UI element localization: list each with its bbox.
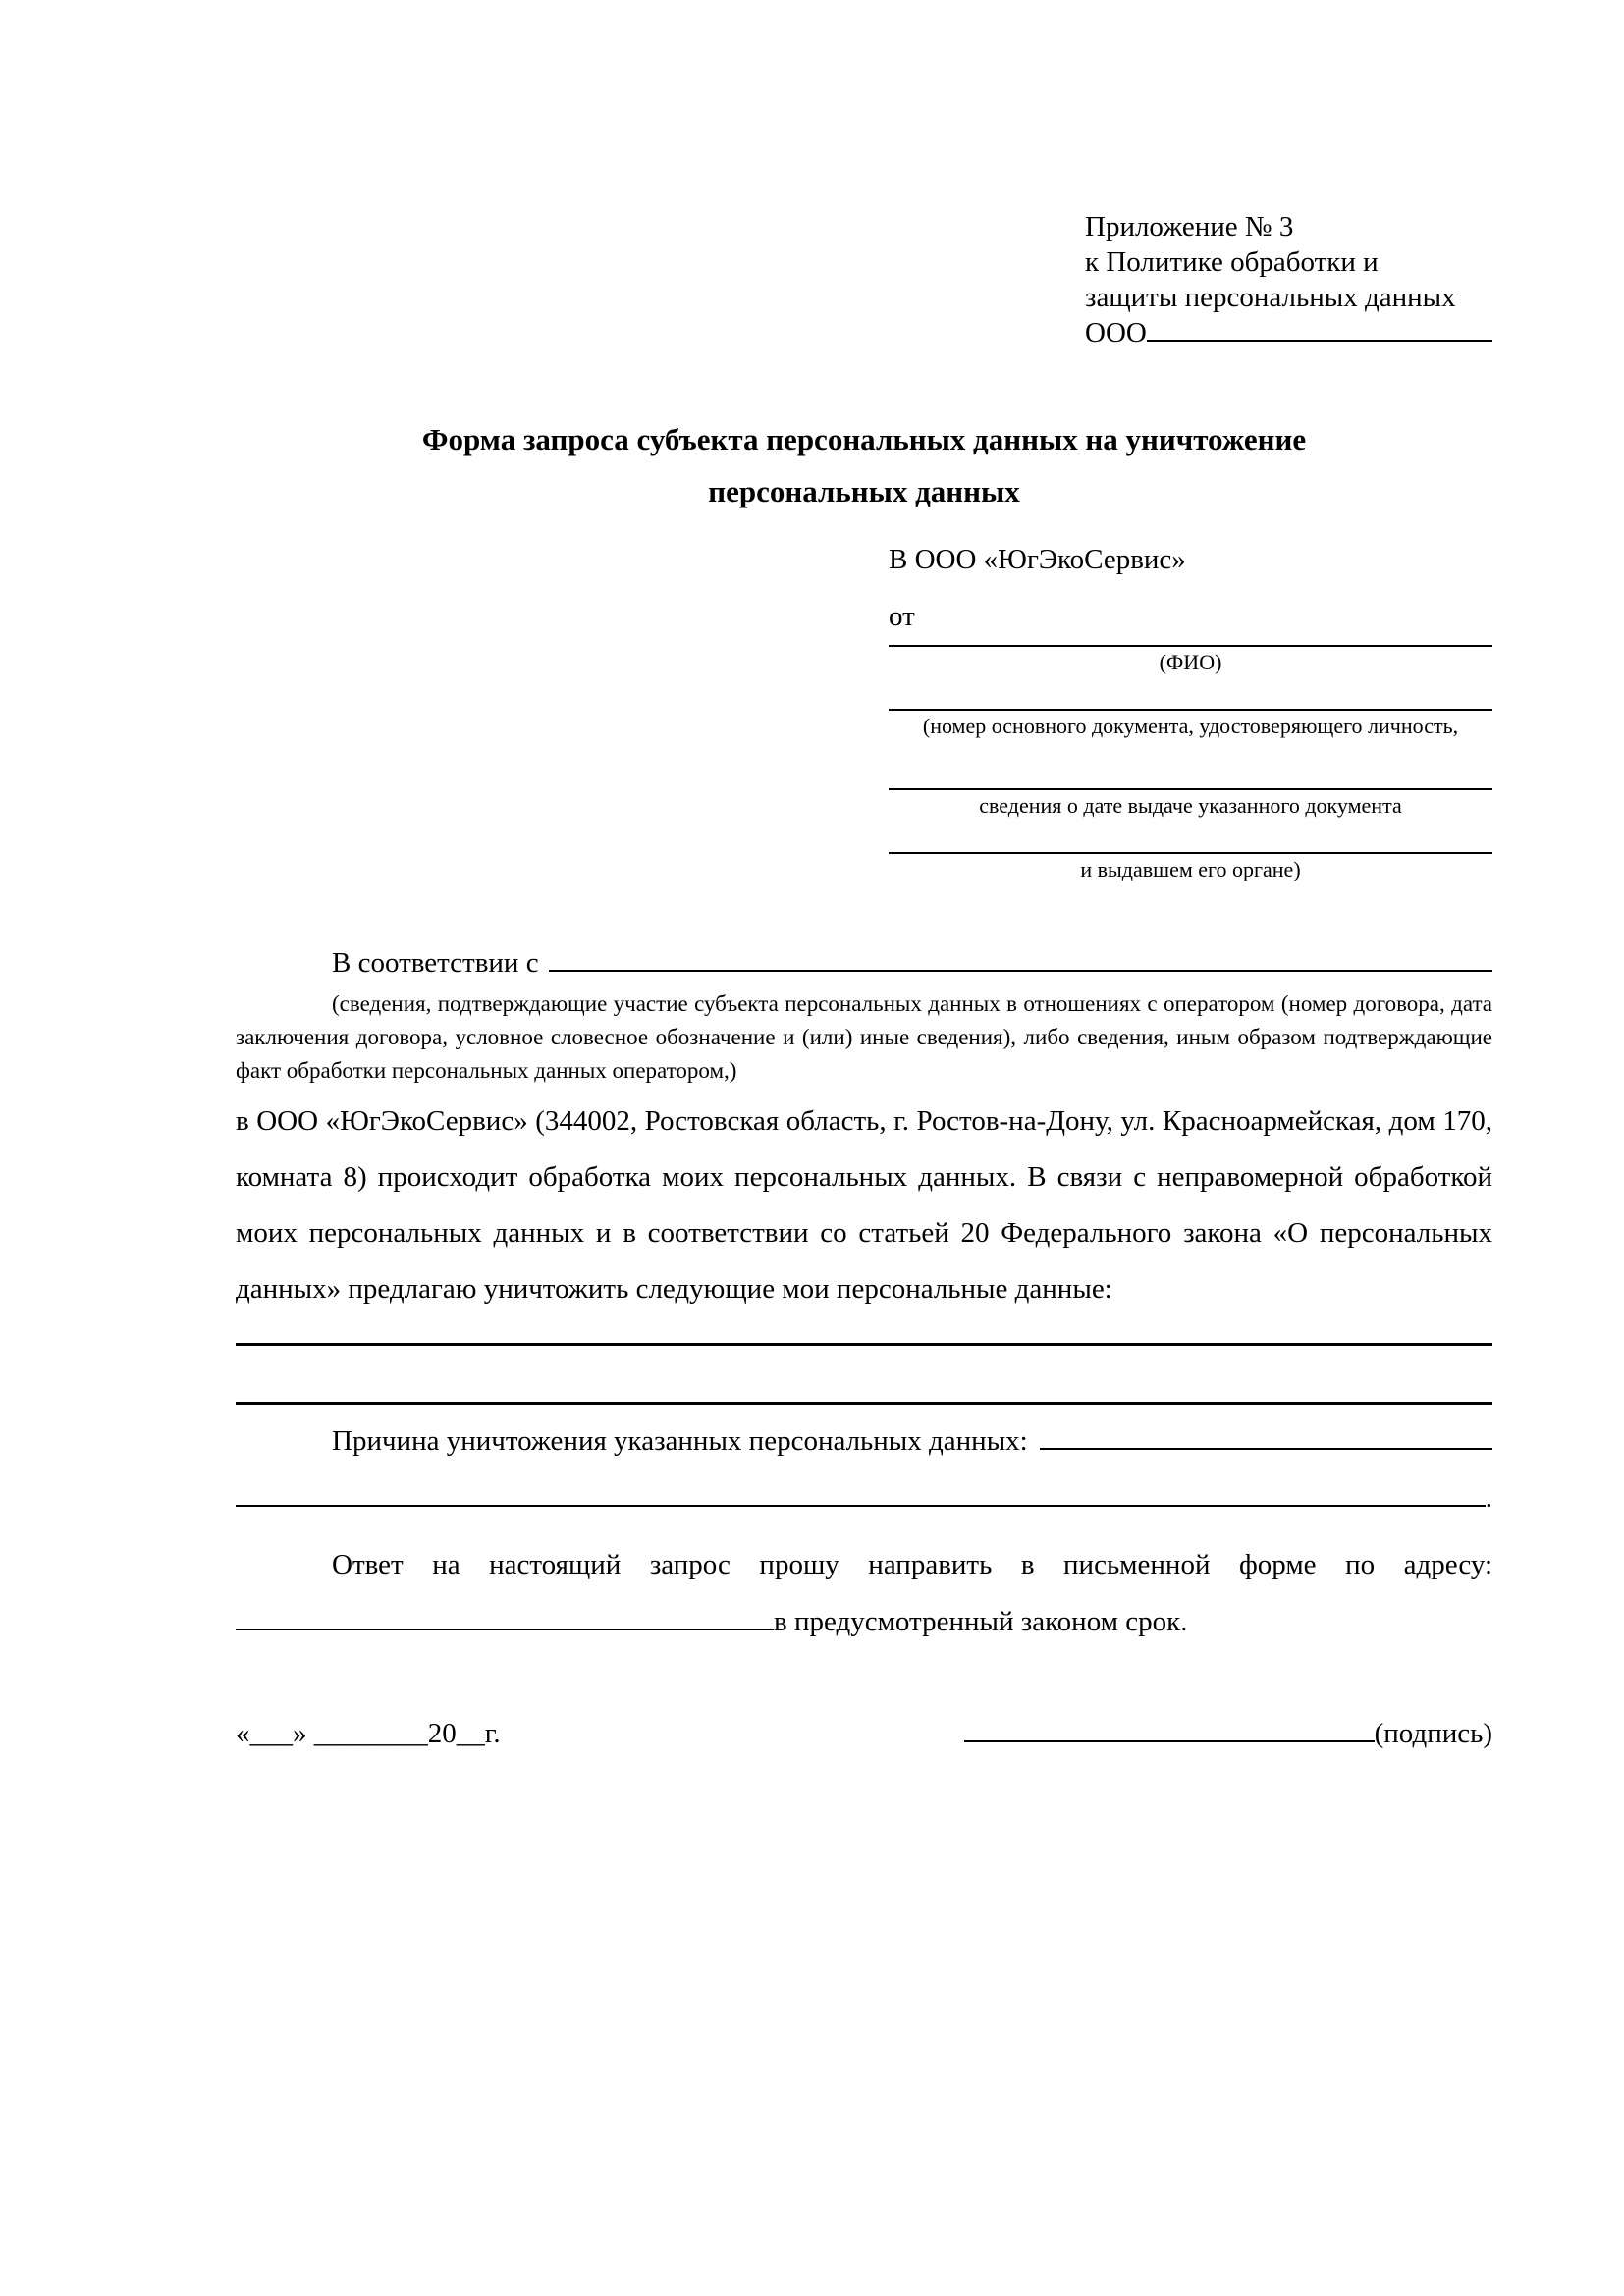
date-blank-text: «___» ________20__г.: [236, 1718, 501, 1749]
addressee-block: [889, 531, 1492, 885]
reason-continuation-blank-line: [236, 1505, 1486, 1507]
footer-row: [236, 1705, 1492, 1762]
issue-date-caption: сведения о дате выдаче указанного документа: [979, 793, 1402, 818]
signature-area: [964, 1705, 1492, 1762]
reason-label: Причина уничтожения указанных персональных данных:: [332, 1425, 1028, 1457]
accordance-label: В соответствии с: [332, 947, 539, 979]
personal-data-blank-line-1: [236, 1343, 1492, 1346]
body-paragraph: в ООО «ЮгЭкоСервис» (344002, Ростовская область, г. Ростов-на-Дону, ул. Красноармейская, дом 170, комната 8) происходит обработка моих персональных данных. В связи с неправомерной обработкой моих персональных данных и в соответствии со статьей 20 Федерального закона «О персональных данных» предлагаю уничтожить следующие мои персональные данные:: [236, 1105, 1492, 1305]
org-prefix: ООО: [1085, 317, 1147, 348]
field-issuing-authority: [889, 852, 1492, 885]
appendix-line: к Политике обработки и: [1085, 246, 1379, 278]
line-terminator: .: [1485, 1482, 1492, 1514]
address-blank-line: [236, 1629, 774, 1630]
signature-caption: (подпись): [1374, 1718, 1492, 1749]
answer-sentence: Ответ на настоящий запрос прошу направить в письменной форме по адресу:: [332, 1549, 1492, 1580]
accordance-row: [236, 938, 1492, 988]
signature-blank-line: [964, 1740, 1375, 1742]
document-content: [236, 0, 1492, 1762]
addressee-to: В ООО «ЮгЭкоСервис»: [889, 544, 1186, 575]
appendix-line: защиты персональных данных: [1085, 282, 1456, 313]
addressee-from-label: от: [889, 601, 915, 632]
appendix-line: Приложение № 3: [1085, 211, 1294, 242]
page-title: Форма запроса субъекта персональных данных на уничтожение персональных данных: [421, 422, 1307, 508]
appendix-header: [1085, 209, 1492, 350]
reason-blank-line: [1040, 1448, 1492, 1450]
address-row: [236, 1593, 1492, 1650]
deadline-suffix: в предусмотренный законом срок.: [774, 1606, 1188, 1637]
document-number-caption: (номер основного документа, удостоверяющего личность,: [922, 714, 1459, 738]
field-issue-date: [889, 788, 1492, 822]
accordance-footnote: (сведения, подтверждающие участие субъекта персональных данных в отношениях с оператором (номер договора, дата заключения договора, условное словесное обозначение и (или) иные сведения), либо сведения, иным образом подтверждающие факт обработки персональных данных оператором,): [236, 991, 1492, 1083]
org-name-row: [1085, 315, 1492, 350]
fio-caption: (ФИО): [1159, 650, 1222, 674]
org-name-blank-line: [1147, 340, 1492, 342]
field-document-number: [889, 709, 1492, 742]
reason-row: [236, 1413, 1492, 1469]
reason-continuation-row: [236, 1469, 1492, 1526]
accordance-blank-line: [549, 970, 1492, 972]
field-fio: [889, 645, 1492, 678]
personal-data-blank-line-2: [236, 1402, 1492, 1405]
issuing-authority-caption: и выдавшем его органе): [1080, 857, 1301, 881]
